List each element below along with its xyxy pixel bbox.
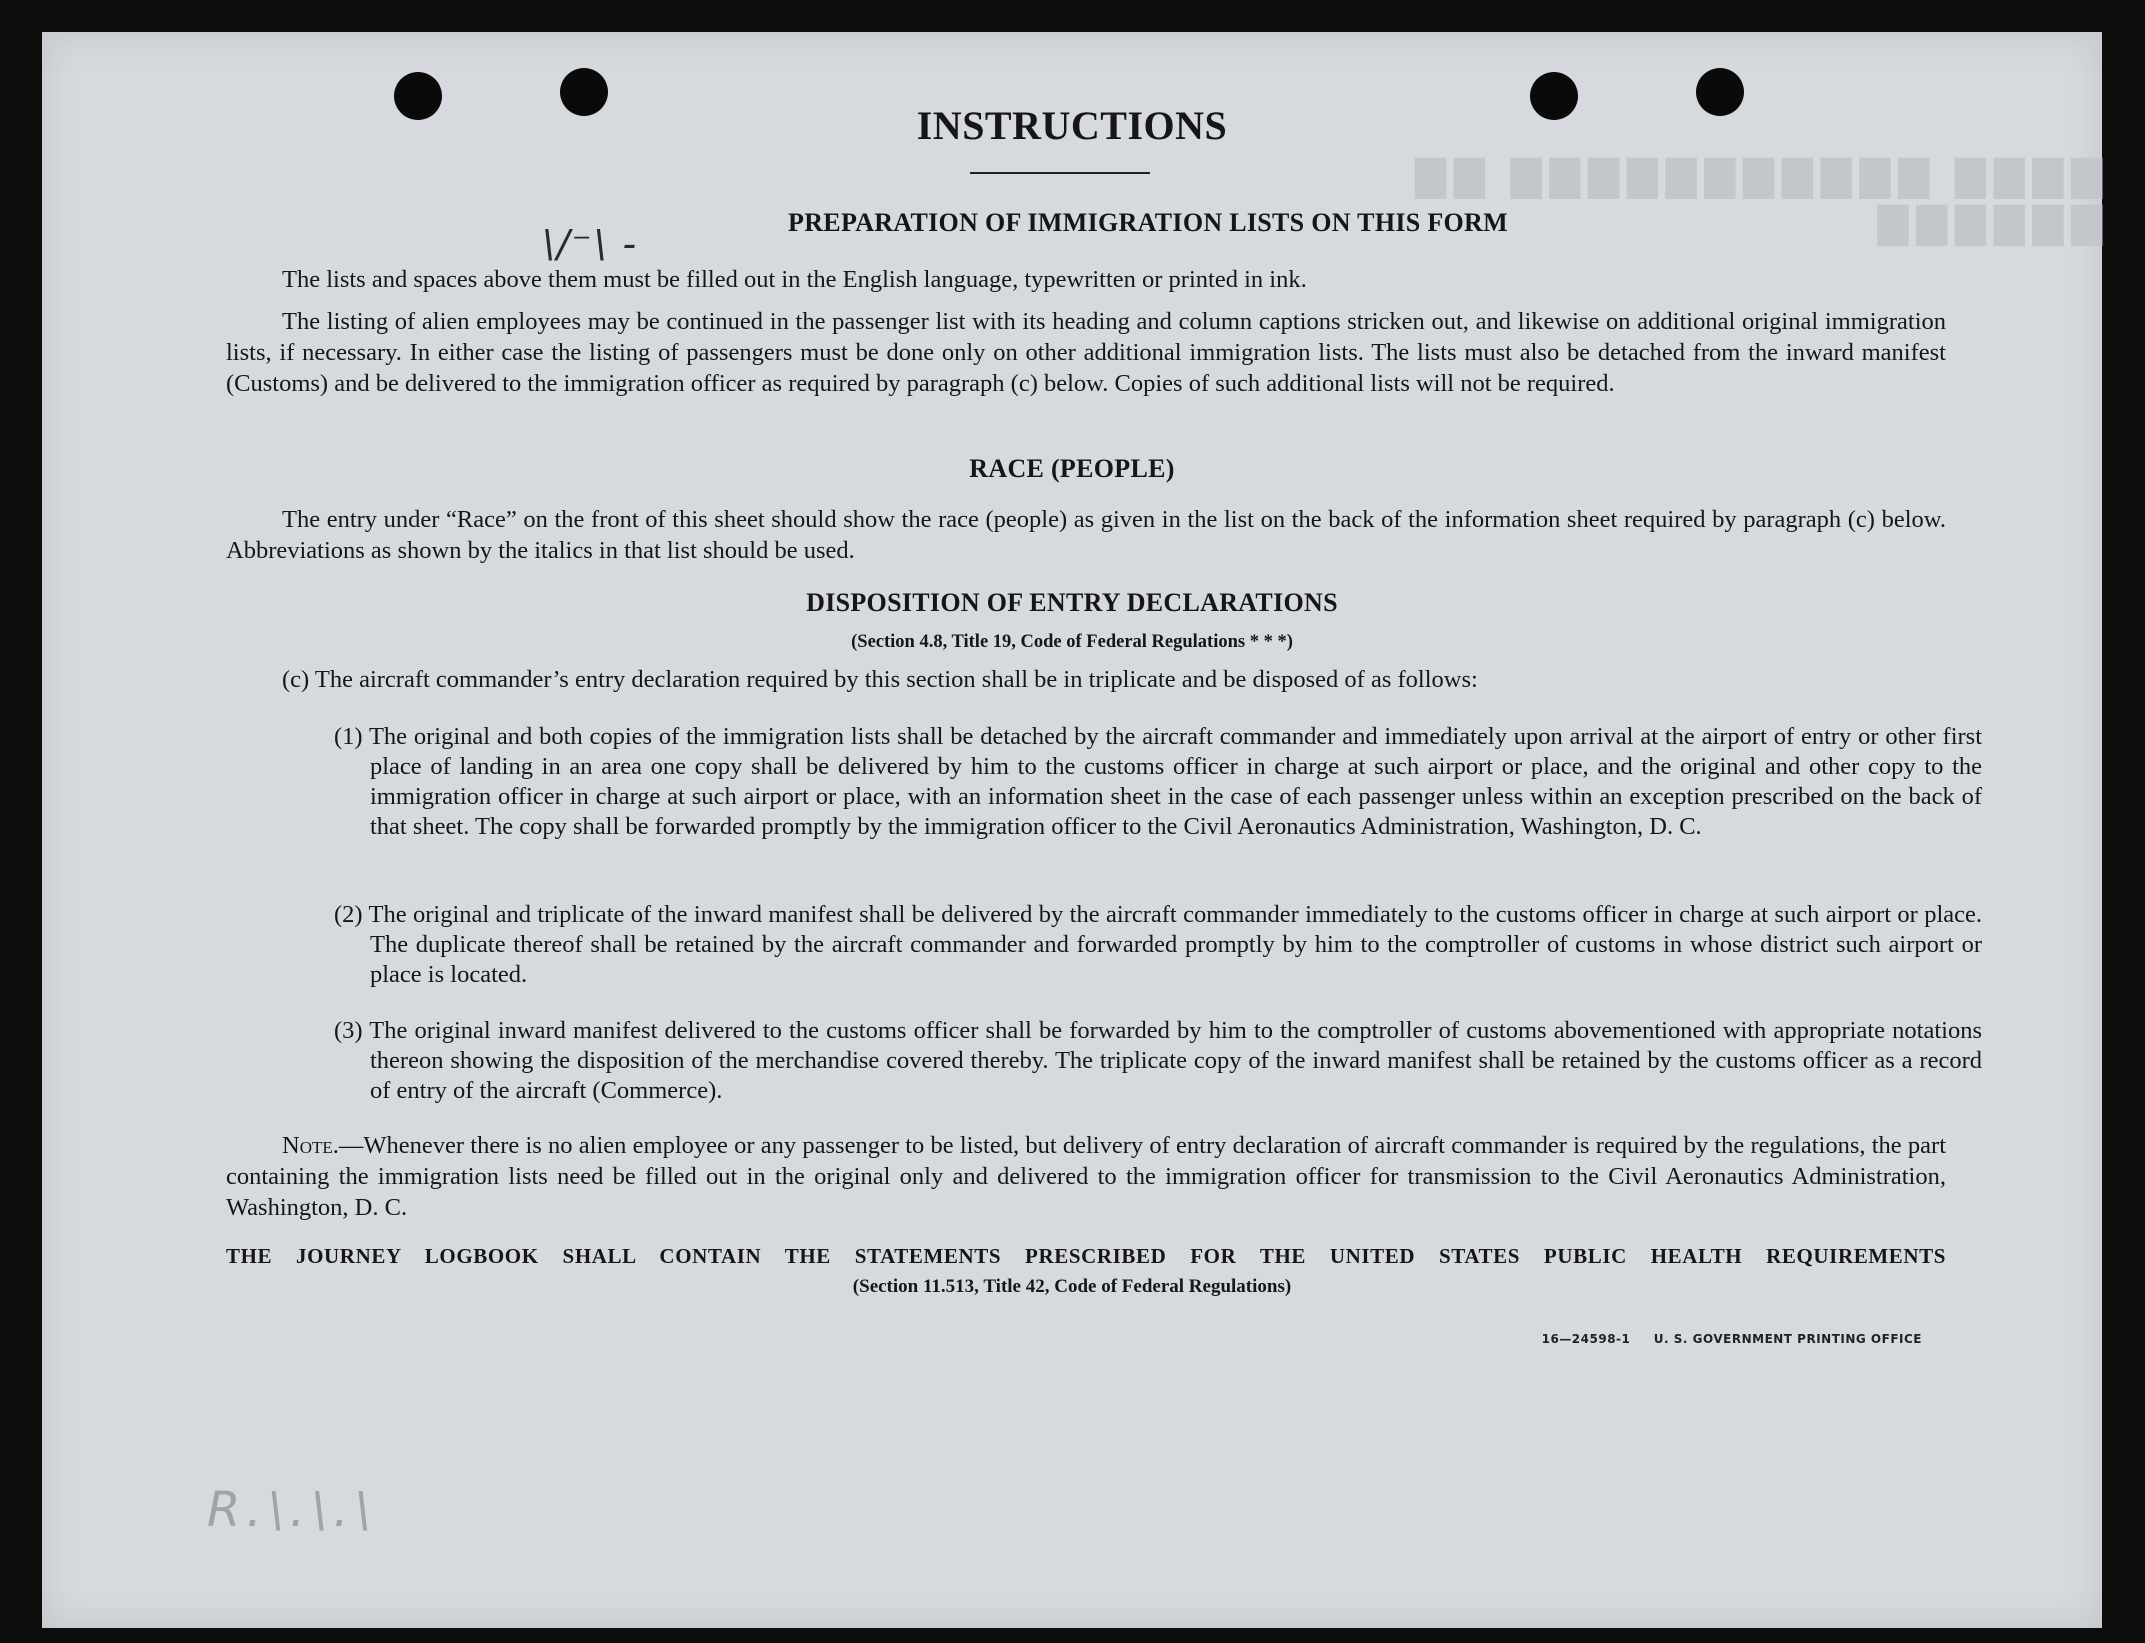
bleed-through: ▇▇▇▇ ▇▇▇▇▇▇▇▇▇▇▇ ▇▇ ▇▇▇▇▇▇ [1407, 153, 2102, 245]
disposition-citation: (Section 4.8, Title 19, Code of Federal Regulations * * *) [851, 632, 1293, 652]
paragraph-disposition-intro [282, 664, 1946, 695]
document-sheet [42, 32, 2102, 1628]
paragraph-language [226, 264, 1946, 295]
note-text: —Whenever there is no alien employee or any passenger to be listed, but delivery of entry declaration of aircraft commander is required by the regulations, the part containing the immigration lists need be filled out in the original only and delivered to the immigration officer for transmission to the Civil Aeronautics Administration, Washington, D. C. [226, 1132, 1946, 1221]
page-title: INSTRUCTIONS [916, 103, 1228, 148]
section-heading-disposition: DISPOSITION OF ENTRY DECLARATIONS [806, 588, 1338, 617]
disposition-item-3: (3) The original inward manifest delivered to the customs officer shall be forwarded by him to the comptroller of customs abovementioned with appropriate notations thereon showing the disposition of the merchandise covered thereby. The triplicate copy of the inward manifest shall be retained by the customs officer as a record of entry of the aircraft (Commerce). [334, 1017, 1982, 1104]
paragraph-race-text: The entry under “Race” on the front of this sheet should show the race (people) as given in the list on the back of the information sheet required by paragraph (c) below. Abbreviations as shown by the italics in that list should be used. [226, 506, 1946, 564]
paragraph-disposition-intro-text: (c) The aircraft commander’s entry declaration required by this section shall be in triplicate and be disposed of as follows: [282, 666, 1478, 693]
handwritten-note: \/⁻\ - [542, 222, 639, 266]
title-rule [970, 172, 1150, 174]
note-label: Note. [282, 1132, 339, 1159]
note-paragraph [226, 1130, 1946, 1223]
paragraph-alien-employees-text: The listing of alien employees may be continued in the passenger list with its heading and column captions stricken out, and likewise on additional original immigration lists, if necessary. In either case the listing of passengers must be done only on other additional immigration lists. The lists must also be detached from the inward manifest (Customs) and be delivered to the immigration officer as required by paragraph (c) below. Copies of such additional lists will not be required. [226, 308, 1946, 397]
form-code: 16—24598-1 [1541, 1332, 1631, 1346]
bottom-handwriting: R.\.\.\ [207, 1482, 377, 1538]
health-requirements-line: THE JOURNEY LOGBOOK SHALL CONTAIN THE STATEMENTS PRESCRIBED FOR THE UNITED STATES PUBLIC HEALTH REQUIREMENTS [226, 1244, 1946, 1268]
paragraph-race [226, 504, 1946, 566]
disposition-item-2: (2) The original and triplicate of the inward manifest shall be delivered by the aircraft commander immediately to the customs officer in charge at such airport or place. The duplicate thereof shall be retained by the aircraft commander and forwarded promptly by him to the comptroller of customs in whose district such airport or place is located. [334, 901, 1982, 988]
disposition-item-1: (1) The original and both copies of the immigration lists shall be detached by the aircraft commander and immediately upon arrival at the airport of entry or other first place of landing in an area one copy shall be delivered by him to the customs officer in charge at such airport or place, and the original and other copy to the immigration officer in charge at such airport or place, with an information sheet in the case of each passenger unless within an exception prescribed on the back of that sheet. The copy shall be forwarded promptly by the immigration officer to the Civil Aeronautics Administration, Washington, D. C. [334, 723, 1982, 840]
health-citation: (Section 11.513, Title 42, Code of Federal Regulations) [852, 1276, 1292, 1297]
paragraph-language-text: The lists and spaces above them must be filled out in the English language, typewritten or printed in ink. [282, 266, 1307, 293]
printer-name: U. S. GOVERNMENT PRINTING OFFICE [1653, 1332, 1922, 1346]
section-heading-race: RACE (PEOPLE) [969, 454, 1175, 483]
printing-footer [1542, 1332, 1922, 1346]
section-heading-preparation: PREPARATION OF IMMIGRATION LISTS ON THIS FORM [788, 208, 1508, 237]
paragraph-alien-employees [226, 306, 1946, 399]
